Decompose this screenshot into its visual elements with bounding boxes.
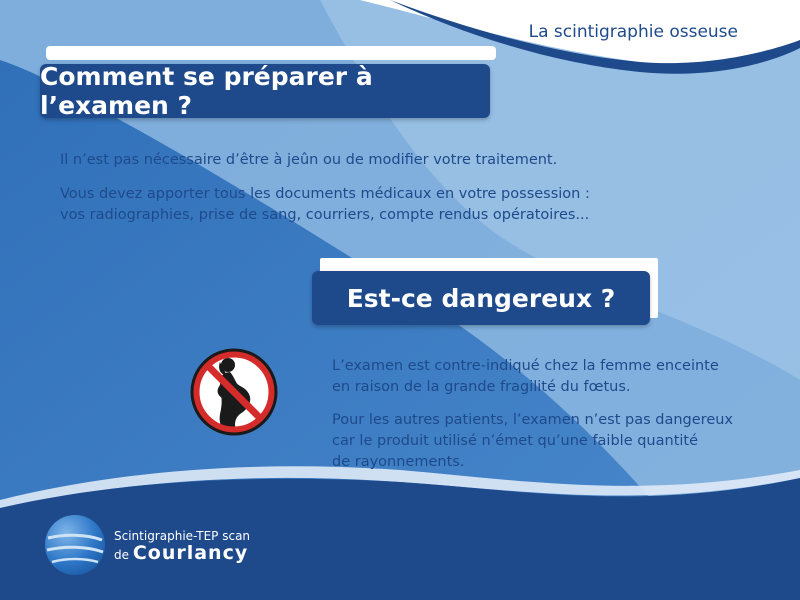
- clinic-logo-text: [114, 529, 250, 565]
- heading-text: Est-ce dangereux ?: [312, 271, 650, 325]
- paragraph-fasting: Il n’est pas nécessaire d’être à jeûn ou de modifier votre traitement.: [60, 152, 558, 168]
- paragraph-line: en raison de la grande fragilité du fœtus.: [332, 379, 631, 395]
- heading-text: Comment se préparer à l’examen ?: [40, 64, 490, 118]
- logo-line-2: [114, 543, 250, 565]
- no-pregnant-woman-icon: [190, 348, 278, 436]
- paragraph-documents: [60, 184, 700, 226]
- logo-prefix: de: [114, 548, 133, 562]
- document-title: La scintigraphie osseuse: [528, 22, 738, 42]
- paragraph-line: L’examen est contre-indiqué chez la femme enceinte: [332, 358, 719, 374]
- globe-logo-icon: [44, 514, 106, 576]
- paragraph-safety: [332, 410, 792, 473]
- paragraph-line: Pour les autres patients, l’examen n’est pas dangereux: [332, 412, 734, 428]
- logo-line-1: Scintigraphie-TEP scan: [114, 529, 251, 543]
- paragraph-line: car le produit utilisé n’émet qu’une faible quantité: [332, 433, 699, 449]
- paragraph-contraindication: [332, 356, 792, 398]
- heading-accent: [46, 46, 496, 60]
- paragraph-line: Vous devez apporter tous les documents médicaux en votre possession :: [60, 186, 590, 202]
- paragraph-line: vos radiographies, prise de sang, courriers, compte rendus opératoires...: [60, 207, 590, 223]
- paragraph-line: de rayonnements.: [332, 454, 465, 470]
- logo-brand: Courlancy: [132, 542, 249, 564]
